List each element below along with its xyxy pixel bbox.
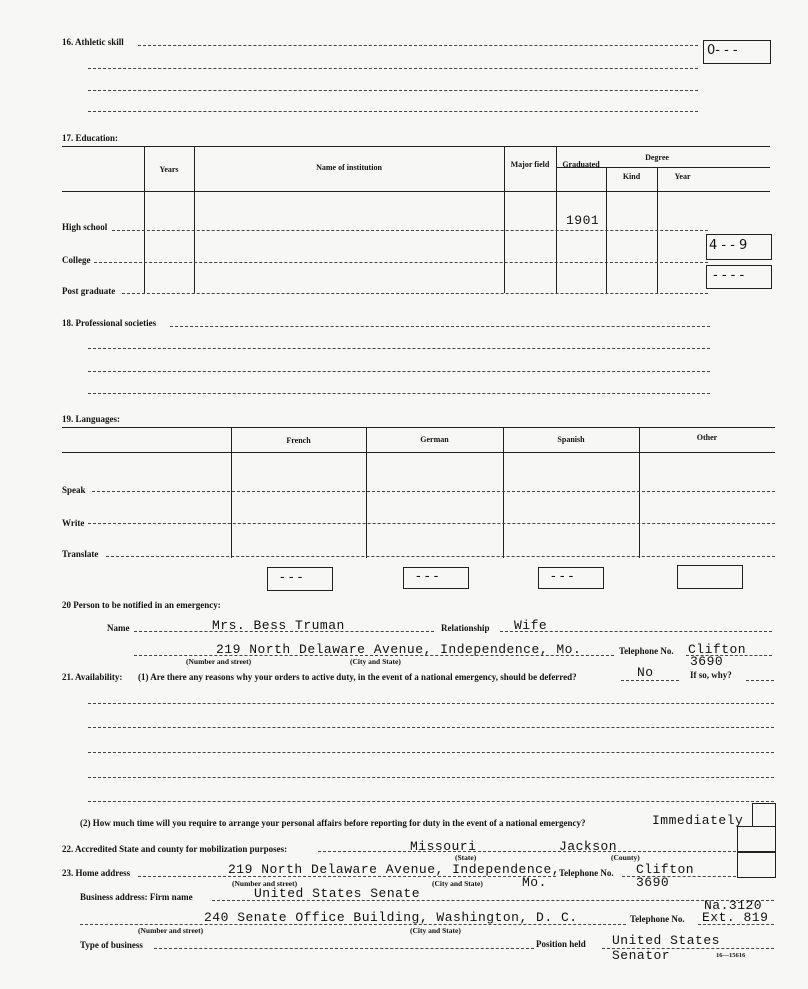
languages-row-translate: Translate bbox=[62, 549, 99, 559]
languages-col-divider-2 bbox=[366, 427, 367, 558]
post-graduate-grade-box bbox=[706, 265, 772, 289]
education-header-institution: Name of institution bbox=[316, 163, 382, 172]
home-address-value: 219 North Delaware Avenue, Independence, bbox=[228, 862, 561, 877]
mobilization-line[interactable] bbox=[318, 851, 736, 852]
position-held-value-1: United States bbox=[612, 933, 720, 948]
business-telephone-value-2: Ext. 819 bbox=[702, 910, 769, 925]
education-header-major: Major field bbox=[510, 160, 550, 169]
societies-line-1[interactable] bbox=[170, 326, 710, 327]
languages-col-divider-4 bbox=[639, 427, 640, 558]
languages-table-top-rule bbox=[62, 427, 775, 428]
education-header-year: Year bbox=[674, 172, 691, 181]
education-row-high-school: High school bbox=[62, 222, 108, 232]
home-address-state: Mo. bbox=[522, 875, 547, 890]
business-address-label: Business address: Firm name bbox=[80, 892, 193, 902]
section-18-label: 18. Professional societies bbox=[62, 318, 157, 328]
spanish-grade-mark: - - - bbox=[551, 569, 574, 584]
languages-header-french: French bbox=[286, 436, 311, 445]
section-17-label: 17. Education: bbox=[62, 133, 119, 143]
college-grade-box bbox=[706, 234, 772, 260]
french-grade-box bbox=[267, 567, 333, 591]
home-address-box bbox=[737, 852, 776, 878]
education-row-college: College bbox=[62, 255, 91, 265]
languages-row-speak: Speak bbox=[62, 485, 86, 495]
emergency-name-value: Mrs. Bess Truman bbox=[212, 618, 345, 633]
languages-row-write: Write bbox=[62, 518, 85, 528]
availability-answer-2: Immediately bbox=[652, 813, 744, 828]
mobilization-box bbox=[737, 826, 776, 852]
education-college-line[interactable] bbox=[94, 262, 708, 263]
education-table-top-rule bbox=[62, 146, 770, 147]
languages-speak-line[interactable] bbox=[92, 491, 775, 492]
position-held-value-2: Senator bbox=[612, 948, 671, 963]
societies-line-3[interactable] bbox=[88, 371, 710, 372]
german-grade-box bbox=[403, 567, 469, 589]
societies-line-4[interactable] bbox=[88, 393, 710, 394]
languages-header-german: German bbox=[420, 435, 449, 444]
form-number: 16—15616 bbox=[716, 952, 746, 959]
athletic-skill-line-1[interactable] bbox=[138, 45, 698, 46]
languages-col-divider-3 bbox=[503, 427, 504, 558]
position-held-label: Position held bbox=[536, 939, 586, 949]
college-grade-mark: 4 - - 9 bbox=[709, 238, 748, 253]
home-telephone-value-2: 3690 bbox=[636, 875, 670, 890]
languages-header-spanish: Spanish bbox=[557, 435, 585, 444]
availability-if-so-label: If so, why? bbox=[690, 670, 732, 680]
availability-reason-line-5[interactable] bbox=[88, 801, 774, 802]
athletic-skill-grade-mark: 0- - - bbox=[707, 43, 738, 58]
availability-if-so-line[interactable] bbox=[746, 680, 774, 681]
availability-answer-1: No bbox=[637, 665, 654, 680]
type-of-business-line[interactable] bbox=[154, 948, 534, 949]
education-table-header-rule bbox=[62, 191, 770, 192]
emergency-address-value: 219 North Delaware Avenue, Independence, Mo. bbox=[216, 642, 582, 657]
emergency-relationship-value: Wife bbox=[514, 618, 548, 633]
business-number-street-caption: (Number and street) bbox=[138, 926, 204, 935]
availability-reason-line-3[interactable] bbox=[88, 752, 774, 753]
home-number-street-caption: (Number and street) bbox=[232, 879, 298, 888]
education-header-kind: Kind bbox=[622, 172, 641, 181]
home-city-state-caption: (City and State) bbox=[432, 879, 483, 888]
german-grade-mark: - - - bbox=[416, 569, 439, 584]
education-header-graduated: Graduated bbox=[562, 160, 600, 169]
availability-reason-line-2[interactable] bbox=[88, 727, 774, 728]
availability-question-2: (2) How much time will you require to arrange your personal affairs before reporting for duty in the event of a national emergency? bbox=[80, 818, 586, 828]
mobilization-county-value: Jackson bbox=[559, 839, 618, 854]
business-street-value: 240 Senate Office Building, Washington, D. C. bbox=[204, 910, 578, 925]
availability-reason-line-4[interactable] bbox=[88, 777, 774, 778]
education-high-school-line[interactable] bbox=[112, 230, 708, 231]
firm-name-value: United States Senate bbox=[254, 886, 421, 901]
section-22-label: 22. Accredited State and county for mobilization purposes: bbox=[62, 844, 288, 854]
emergency-telephone-value-1: Clifton bbox=[688, 642, 747, 657]
emergency-city-state-caption: (City and State) bbox=[350, 657, 401, 666]
section-23-label: 23. Home address bbox=[62, 868, 131, 878]
availability-reason-line-1[interactable] bbox=[88, 703, 774, 704]
emergency-telephone-label: Telephone No. bbox=[619, 646, 674, 656]
languages-col-divider-1 bbox=[231, 427, 232, 558]
availability-question-1: (1) Are there any reasons why your orders to active duty, in the event of a national emergency, should be deferred? bbox=[138, 672, 577, 682]
athletic-skill-line-2[interactable] bbox=[88, 68, 698, 69]
business-telephone-value-1: Na.3120 bbox=[704, 898, 763, 913]
spanish-grade-box bbox=[538, 567, 604, 589]
education-header-years: Years bbox=[159, 165, 179, 174]
mobilization-county-caption: (County) bbox=[611, 853, 640, 862]
mobilization-state-caption: (State) bbox=[455, 853, 477, 862]
emergency-telephone-value-2: 3690 bbox=[690, 654, 724, 669]
post-graduate-grade-mark: - - - - bbox=[713, 268, 745, 283]
other-grade-box bbox=[677, 565, 743, 589]
type-of-business-label: Type of business bbox=[80, 940, 143, 950]
languages-header-other: Other bbox=[696, 433, 718, 442]
availability-answer-1-line[interactable] bbox=[621, 680, 679, 681]
section-20-label: 20 Person to be notified in an emergency: bbox=[62, 600, 221, 610]
languages-write-line[interactable] bbox=[88, 523, 775, 524]
section-16-label: 16. Athletic skill bbox=[62, 37, 124, 47]
section-21-label: 21. Availability: bbox=[62, 672, 123, 682]
emergency-name-label: Name bbox=[107, 623, 130, 633]
emergency-number-street-caption: (Number and street) bbox=[186, 657, 252, 666]
education-header-degree: Degree bbox=[645, 153, 669, 162]
home-telephone-label: Telephone No. bbox=[559, 868, 614, 878]
high-school-graduated-value: 1901 bbox=[566, 213, 600, 228]
french-grade-mark: - - - bbox=[280, 570, 303, 585]
section-19-label: 19. Languages: bbox=[62, 414, 121, 424]
athletic-skill-line-4[interactable] bbox=[88, 111, 698, 112]
business-city-state-caption: (City and State) bbox=[410, 926, 461, 935]
emergency-relationship-label: Relationship bbox=[441, 623, 490, 633]
business-telephone-label: Telephone No. bbox=[630, 914, 685, 924]
availability-time-box bbox=[752, 803, 776, 827]
athletic-skill-line-3[interactable] bbox=[88, 90, 698, 91]
home-telephone-value-1: Clifton bbox=[636, 862, 695, 877]
athletic-skill-grade-box bbox=[703, 40, 771, 64]
education-row-post-graduate: Post graduate bbox=[62, 286, 116, 296]
education-post-graduate-line[interactable] bbox=[122, 293, 708, 294]
mobilization-state-value: Missouri bbox=[410, 839, 477, 854]
languages-translate-line[interactable] bbox=[106, 556, 775, 557]
languages-table-header-rule bbox=[62, 452, 775, 453]
societies-line-2[interactable] bbox=[88, 348, 710, 349]
